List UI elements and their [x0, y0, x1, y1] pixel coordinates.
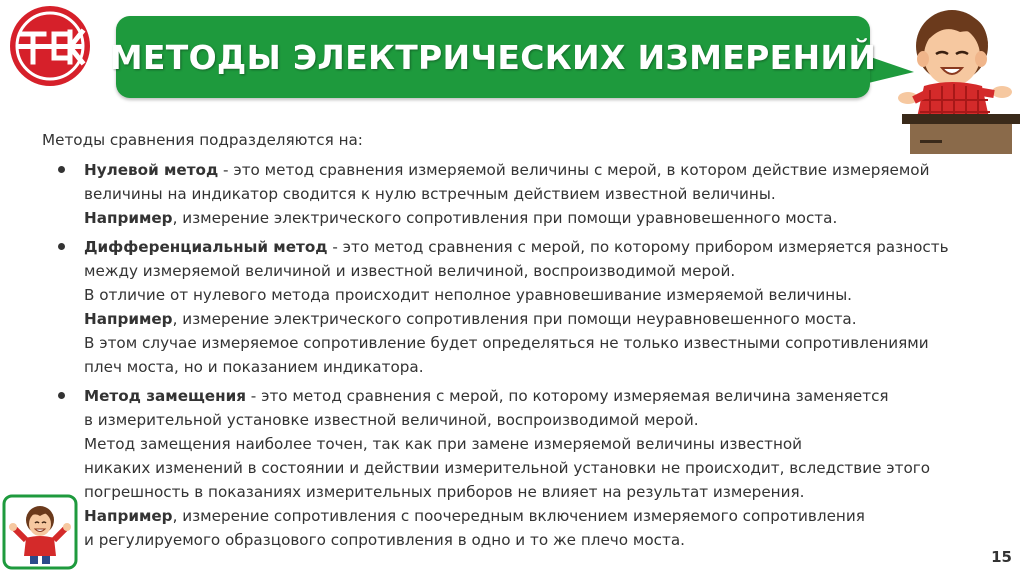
example-text: , измерение электрического сопротивления при помощи неуравновешенного моста.: [172, 310, 857, 328]
example-term: Например: [84, 209, 173, 227]
item-example: [84, 206, 942, 230]
title-banner: [109, 16, 877, 98]
example-term: Например: [84, 310, 173, 328]
content-area: [42, 128, 949, 557]
item-term: Метод замещения: [84, 387, 246, 405]
item-line: между измеряемой величиной и известной величиной, воспроизводимой мерой.: [84, 262, 736, 280]
item-line: В этом случае измеряемое сопротивление будет определяться не только известными сопротивлениями: [84, 334, 929, 352]
bullet-icon: [58, 166, 65, 173]
list-item-substitution-method: [42, 384, 942, 552]
example-term: Например: [84, 507, 173, 525]
item-line: [84, 158, 942, 182]
item-example: [84, 504, 942, 528]
list-item-null-method: [42, 158, 942, 230]
item-line: погрешность в показаниях измерительных приборов не влияет на результат измерения.: [84, 483, 805, 501]
example-text: , измерение электрического сопротивления при помощи уравновешенного моста.: [172, 209, 838, 227]
kid-illustration-icon: [2, 494, 78, 570]
bullet-icon: [58, 392, 65, 399]
page-number: 15: [991, 548, 1012, 566]
intro-text: Методы сравнения подразделяются на:: [42, 131, 363, 149]
item-text: - это метод сравнения измеряемой величины с мерой, в котором действие измеряемой: [218, 161, 930, 179]
item-line: В отличие от нулевого метода происходит неполное уравновешивание измеряемой величины.: [84, 286, 853, 304]
item-line: в измерительной установке известной величиной, воспроизводимой мерой.: [84, 411, 699, 429]
page-title: МЕТОДЫ ЭЛЕКТРИЧЕСКИХ ИЗМЕРЕНИЙ: [109, 37, 877, 77]
item-line: плеч моста, но и показанием индикатора.: [84, 358, 424, 376]
item-example: [84, 307, 942, 331]
item-term: Дифференциальный метод: [84, 238, 328, 256]
item-line: [84, 235, 949, 259]
list-item-differential-method: [42, 235, 949, 379]
bullet-icon: [58, 243, 65, 250]
item-line: величины на индикатор сводится к нулю встречным действием известной величины.: [84, 185, 776, 203]
company-logo: [4, 4, 96, 88]
item-text: - это метод сравнения с мерой, по которому измеряемая величина заменяется: [245, 387, 889, 405]
item-term: Нулевой метод: [84, 161, 219, 179]
example-text: , измерение сопротивления с поочередным включением измеряемого сопротивления: [172, 507, 865, 525]
item-line: никаких изменений в состоянии и действии измерительной установки не происходит, вследствие этого: [84, 459, 931, 477]
item-line: Метод замещения наиболее точен, так как при замене измеряемой величины известной: [84, 435, 803, 453]
item-line: [84, 384, 942, 408]
methods-list: [42, 158, 949, 552]
item-line: и регулируемого образцового сопротивления в одно и то же плечо моста.: [84, 531, 685, 549]
item-text: - это метод сравнения с мерой, по которому прибором измеряется разность: [327, 238, 949, 256]
